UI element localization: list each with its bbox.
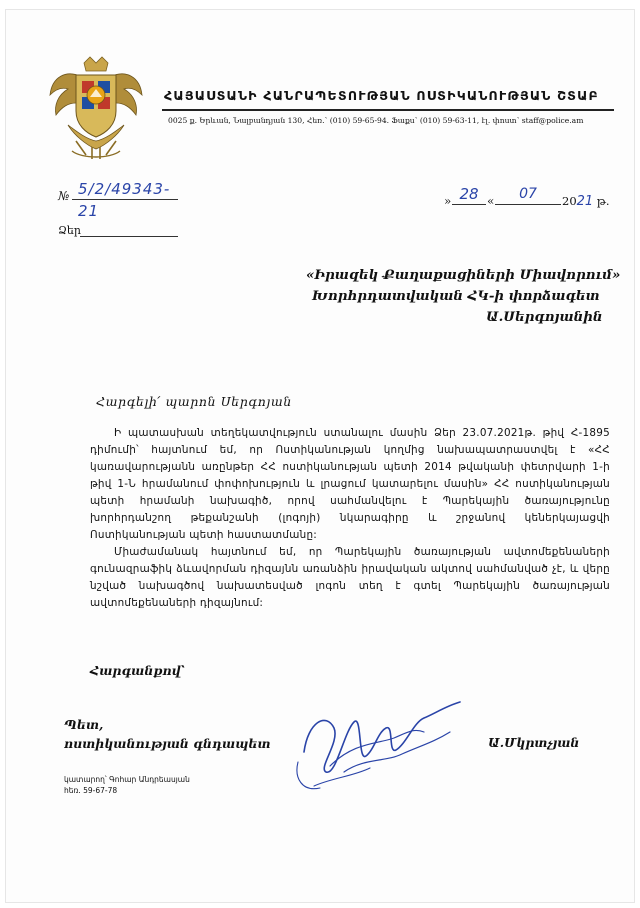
signatory-rank: ոստիկանության գնդապետ [64,736,271,751]
your-reference-blank [80,236,178,237]
date-year-end: թ. [593,194,610,208]
executor-name: կատարող՝ Գոհար Անդրեասյան [64,775,190,784]
your-reference-label: Ձեր [58,224,81,237]
body-paragraph: Ի պատասխան տեղեկատվություն ստանալու մասին Ձեր 23.07.2021թ. թիվ Հ-1895 դիմումի՝ հայտնում եմ, որ Ոստիկանության կողմից նախապատրաստվել է «ՀՀ կառավարությանն առընթեր ՀՀ ոստիկանության պետի 2014 թվականի փետրվարի 1-ի թիվ 1-Ն հրամանում փոփոխություն և լրացում կատարելու մասին» ՀՀ ոստիկանության պետի հրամանի նախագիծ, որով սահմանվելու է Պարեկային ծառայությունը խորհրդանշող թեքանշանի (լոգոյի) նկարագիրը և շրջանով կեներկայացվի Ոստիկանության պետի հաստատմանը: [90,427,610,541]
letter-body [90,425,610,612]
contact-info: 0025 ք. Երևան, Նալբանդյան 130, Հեռ.՝ (010) 59-65-94. Ֆաքս՝ (010) 59-63-11, էլ. փոստ՝ staff@police.am [168,116,584,125]
date-mid-quote: « [487,194,495,208]
recipient-position: Խորհրդատվական ՀԿ-ի փորձագետ [312,288,600,304]
signatory-position: Պետ, [64,717,104,732]
signatory-title [64,715,271,753]
executor-info [64,774,190,796]
date-year-suffix: 21 [576,194,594,209]
closing-regards: Հարգանքով՝ [90,663,185,678]
header-divider [162,109,614,111]
date-open-quote: » [444,194,452,208]
date-day: 28 [452,184,486,205]
recipient-name: Ա.Սերգոյանին [486,309,603,325]
date-year [562,194,610,209]
reference-number-label: № [58,189,70,203]
signatory-name: Ա.Մկրտչյան [488,735,580,750]
organization-title: ՀԱՅԱՍՏԱՆԻ ՀԱՆՐԱՊԵՏՈՒԹՅԱՆ ՈՍՏԻԿԱՆՈՒԹՅԱՆ ՇՏԱԲ [164,88,599,103]
armenia-coat-of-arms-icon [46,55,146,163]
executor-phone: հեռ. 59-67-78 [64,786,118,795]
body-paragraph: Միաժամանակ հայտնում եմ, որ Պարեկային ծառայության ավտոմեքենաների գունազրաֆիկ ձևավորման դիզայնն առանձին իրավական ակտով սահմանված չէ, և վերը նշված նախագծով նախատեսված լոգոն տեղ է գտել Պարեկային ծառայության ավտոմեքենաների դիզայնում: [90,546,610,609]
date-month: 07 [495,184,561,205]
salutation: Հարգելի՛ պարոն Սերգոյան [96,394,292,409]
date-year-prefix: 20 [562,194,577,208]
letter-page [6,10,634,902]
handwritten-signature [274,692,474,802]
reference-number-value: 5/2/49343-21 [72,178,178,200]
recipient-organization: «Իրազեկ Քաղաքացիների Միավորում» [306,267,621,283]
recipient-block [306,265,621,328]
